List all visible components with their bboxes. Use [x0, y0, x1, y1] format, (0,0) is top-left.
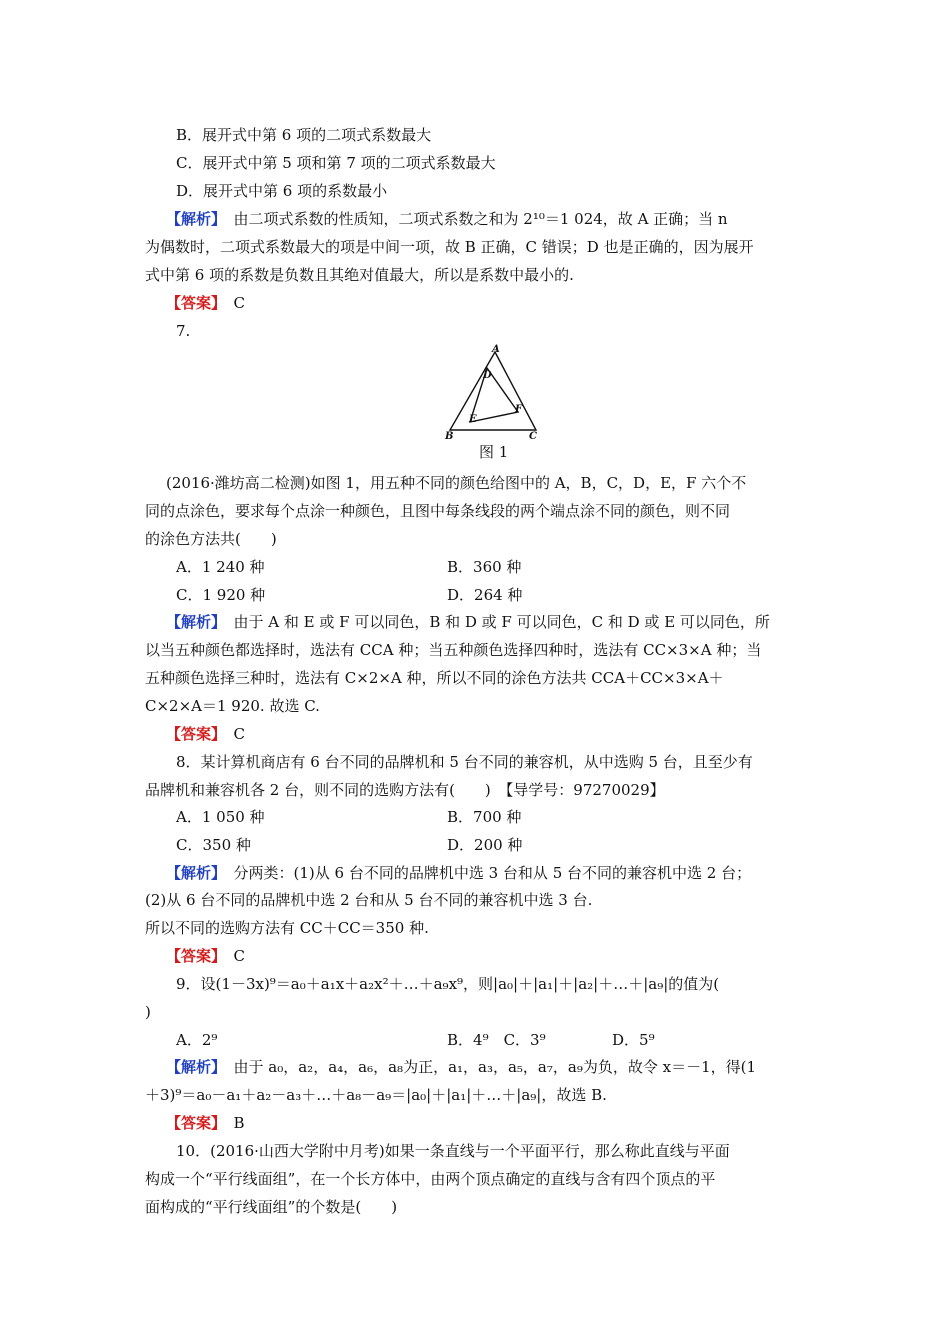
analysis-q7-line4: C×2×A＝1 920. 故选 C. [145, 697, 320, 715]
label-d: D [483, 370, 492, 381]
option-c-q8: C．350 种 [176, 836, 251, 854]
question-10-line2: 构成一个“平行线面组”，在一个长方体中，由两个顶点确定的直线与含有四个顶点的平 [145, 1170, 716, 1188]
analysis-q6-line1 [166, 209, 728, 229]
analysis-tag: 【解析】 [166, 210, 219, 228]
question-8-line1: 8．某计算机商店有 6 台不同的品牌机和 5 台不同的兼容机，从中选购 5 台，且至少有 [176, 753, 753, 771]
analysis-q6-line2: 为偶数时，二项式系数最大的项是中间一项，故 B 正确，C 错误；D 也是正确的，因为展开 [145, 238, 754, 256]
answer-q9 [166, 1113, 245, 1133]
analysis-q8-line1 [166, 863, 751, 883]
answer-text: C [218, 947, 245, 965]
label-b: B [445, 431, 454, 440]
answer-tag: 【答案】 [166, 947, 219, 965]
option-a-q8: A．1 050 种 [176, 808, 265, 826]
answer-tag: 【答案】 [166, 294, 219, 312]
analysis-text: 由于 a₀，a₂，a₄，a₆，a₈为正，a₁，a₃，a₅，a₇，a₉为负，故令 x＝－1，得(1 [218, 1058, 757, 1076]
option-bc-q9: B．4⁹ C．3⁹ [447, 1031, 546, 1049]
question-7-line2: 同的点涂色，要求每个点涂一种颜色，且图中每条线段的两个端点涂不同的颜色，则不同 [145, 502, 731, 520]
inner-triangle [470, 368, 518, 422]
answer-q6 [166, 293, 245, 313]
analysis-q8-line2: (2)从 6 台不同的品牌机中选 2 台和从 5 台不同的兼容机中选 3 台. [145, 891, 593, 909]
answer-text: C [218, 725, 245, 743]
analysis-text: 由于 A 和 E 或 F 可以同色，B 和 D 或 F 可以同色，C 和 D 或 E 可以同色，所 [218, 613, 770, 631]
option-b-q6: B．展开式中第 6 项的二项式系数最大 [176, 126, 432, 144]
option-a-q7: A．1 240 种 [176, 558, 265, 576]
question-9-line1: 9．设(1－3x)⁹＝a₀＋a₁x＋a₂x²＋…＋a₉x⁹，则|a₀|＋|a₁|＋|a₂|＋…＋|a₉|的值为( [176, 975, 720, 993]
answer-tag: 【答案】 [166, 725, 219, 743]
answer-q8 [166, 946, 245, 966]
analysis-text: 分两类：(1)从 6 台不同的品牌机中选 3 台和从 5 台不同的兼容机中选 2 台； [218, 864, 752, 882]
option-d-q7: D．264 种 [447, 586, 523, 604]
question-9-line2: ) [145, 1003, 151, 1021]
analysis-tag: 【解析】 [166, 613, 219, 631]
question-7-line1: (2016·潍坊高二检测)如图 1，用五种不同的颜色给图中的 A，B，C，D，E，F 六个不 [166, 474, 747, 492]
outer-triangle [450, 352, 536, 430]
option-d-q6: D．展开式中第 6 项的系数最小 [176, 182, 388, 200]
label-e: E [469, 414, 477, 425]
analysis-q9-line2: ＋3)⁹＝a₀－a₁＋a₂－a₃＋…＋a₈－a₉＝|a₀|＋|a₁|＋…＋|a₉|，故选 B. [145, 1086, 607, 1104]
label-a: A [492, 344, 500, 355]
analysis-tag: 【解析】 [166, 864, 219, 882]
label-c: C [529, 431, 537, 440]
question-8-line2: 品牌机和兼容机各 2 台，则不同的选购方法有( ) 【导学号：97270029】 [145, 781, 665, 799]
analysis-q7-line3: 五种颜色选择三种时，选法有 C×2×A 种，所以不同的涂色方法共 CCA＋CC×3×A＋ [145, 669, 724, 687]
option-a-q9: A．2⁹ [176, 1031, 218, 1049]
question-7-number: 7. [176, 322, 191, 340]
analysis-q9-line1 [166, 1057, 756, 1077]
answer-tag: 【答案】 [166, 1114, 219, 1132]
analysis-q7-line2: 以当五种颜色都选择时，选法有 CCA 种；当五种颜色选择四种时，选法有 CC×3×A 种；当 [145, 641, 762, 659]
answer-q7 [166, 724, 245, 744]
analysis-q6-line3: 式中第 6 项的系数是负数且其绝对值最大，所以是系数中最小的. [145, 266, 574, 284]
question-10-line3: 面构成的“平行线面组”的个数是( ) [145, 1198, 398, 1216]
option-d-q9: D．5⁹ [612, 1031, 655, 1049]
option-d-q8: D．200 种 [447, 836, 523, 854]
option-c-q7: C．1 920 种 [176, 586, 266, 604]
question-10-line1: 10．(2016·山西大学附中月考)如果一条直线与一个平面平行，那么称此直线与平面 [176, 1142, 730, 1160]
answer-text: B [218, 1114, 245, 1132]
analysis-tag: 【解析】 [166, 1058, 219, 1076]
analysis-q7-line1 [166, 612, 770, 632]
label-f: F [515, 404, 523, 415]
option-b-q7: B．360 种 [447, 558, 522, 576]
answer-text: C [218, 294, 245, 312]
figure-caption: 图 1 [479, 443, 509, 461]
question-7-line3: 的涂色方法共( ) [145, 530, 277, 548]
option-b-q8: B．700 种 [447, 808, 522, 826]
analysis-q8-line3: 所以不同的选购方法有 CC＋CC＝350 种. [145, 919, 429, 937]
triangle-figure [440, 344, 550, 440]
option-c-q6: C．展开式中第 5 项和第 7 项的二项式系数最大 [176, 154, 496, 172]
analysis-text: 由二项式系数的性质知，二项式系数之和为 2¹⁰＝1 024，故 A 正确；当 n [218, 210, 728, 228]
